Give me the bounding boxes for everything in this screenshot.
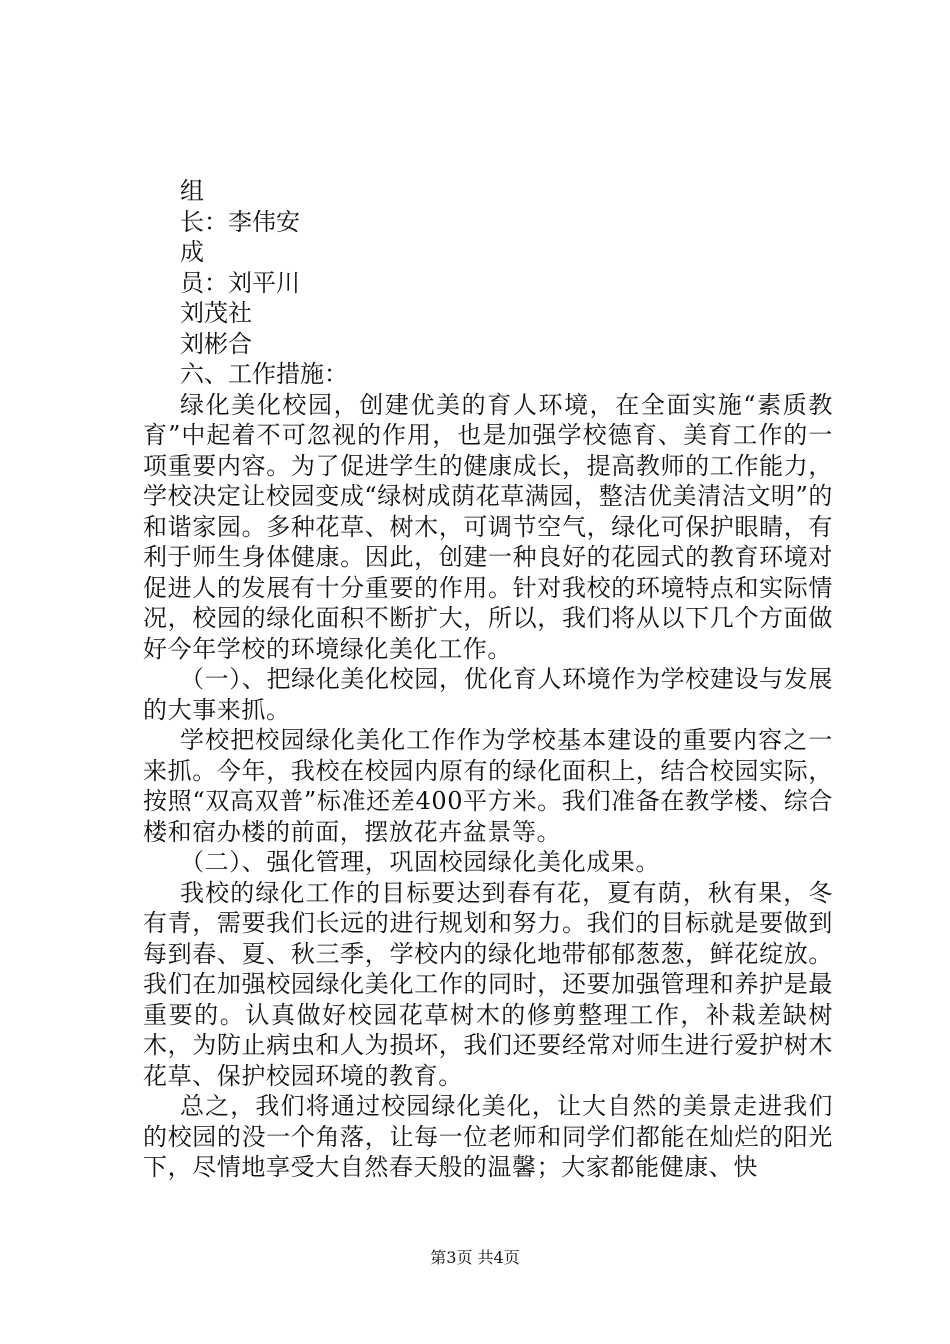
- subheading-two: （二）、强化管理，巩固校园绿化美化成果。: [180, 848, 660, 876]
- team-leader-name: 长：李伟安: [180, 207, 300, 236]
- section-heading-measures: 六、工作措施：: [180, 360, 348, 388]
- subheading-one: （一）、把绿化美化校园，优化育人环境作为学校建设与发展的大事来抓。: [143, 665, 833, 724]
- team-member-label-1: 成: [180, 238, 204, 266]
- page-number-footer: 第3页 共4页: [430, 1248, 520, 1267]
- paragraph-intro: 绿化美化校园，创建优美的育人环境，在全面实施“素质教育”中起着不可忽视的作用，也是加强学校德育、美育工作的一项重要内容。为了促进学生的健康成长，提高教师的工作能力，学校决定让校园变成“绿树成荫花草满园，整洁优美清洁文明”的和谐家园。多种花草、树木，可调节空气，绿化可保护眼睛，有利于师生身体健康。因此，创建一种良好的花园式的教育环境对促进人的发展有十分重要的作用。针对我校的环境特点和实际情况，校园的绿化面积不断扩大，所以，我们将从以下几个方面做好今年学校的环境绿化美化工作。: [143, 390, 833, 663]
- team-member-2: 刘茂社: [180, 299, 252, 327]
- paragraph-two: 我校的绿化工作的目标要达到春有花，夏有荫，秋有果，冬有青，需要我们长远的进行规划和努力。我们的目标就是要做到每到春、夏、秋三季，学校内的绿化地带郁郁葱葱，鲜花绽放。我们在加强校园绿化美化工作的同时，还要加强管理和养护是最重要的。认真做好校园花草树木的修剪整理工作，补栽差缺树木，为防止病虫和人为损坏，我们还要经常对师生进行爱护树木花草、保护校园环境的教育。: [143, 878, 833, 1090]
- team-member-1: 员：刘平川: [180, 268, 300, 297]
- team-leader-label-1: 组: [180, 177, 204, 205]
- paragraph-summary: 总之，我们将通过校园绿化美化，让大自然的美景走进我们的校园的没一个角落，让每一位老师和同学们都能在灿烂的阳光下，尽情地享受大自然春天般的温馨；大家都能健康、快: [143, 1092, 833, 1181]
- paragraph-one: 学校把校园绿化美化工作作为学校基本建设的重要内容之一来抓。今年，我校在校园内原有的绿化面积上，结合校园实际，按照“双高双普”标准还差400平方米。我们准备在教学楼、综合楼和宿办楼的前面，摆放花卉盆景等。: [143, 726, 833, 846]
- document-body: [143, 176, 833, 1183]
- team-member-3: 刘彬合: [180, 329, 252, 358]
